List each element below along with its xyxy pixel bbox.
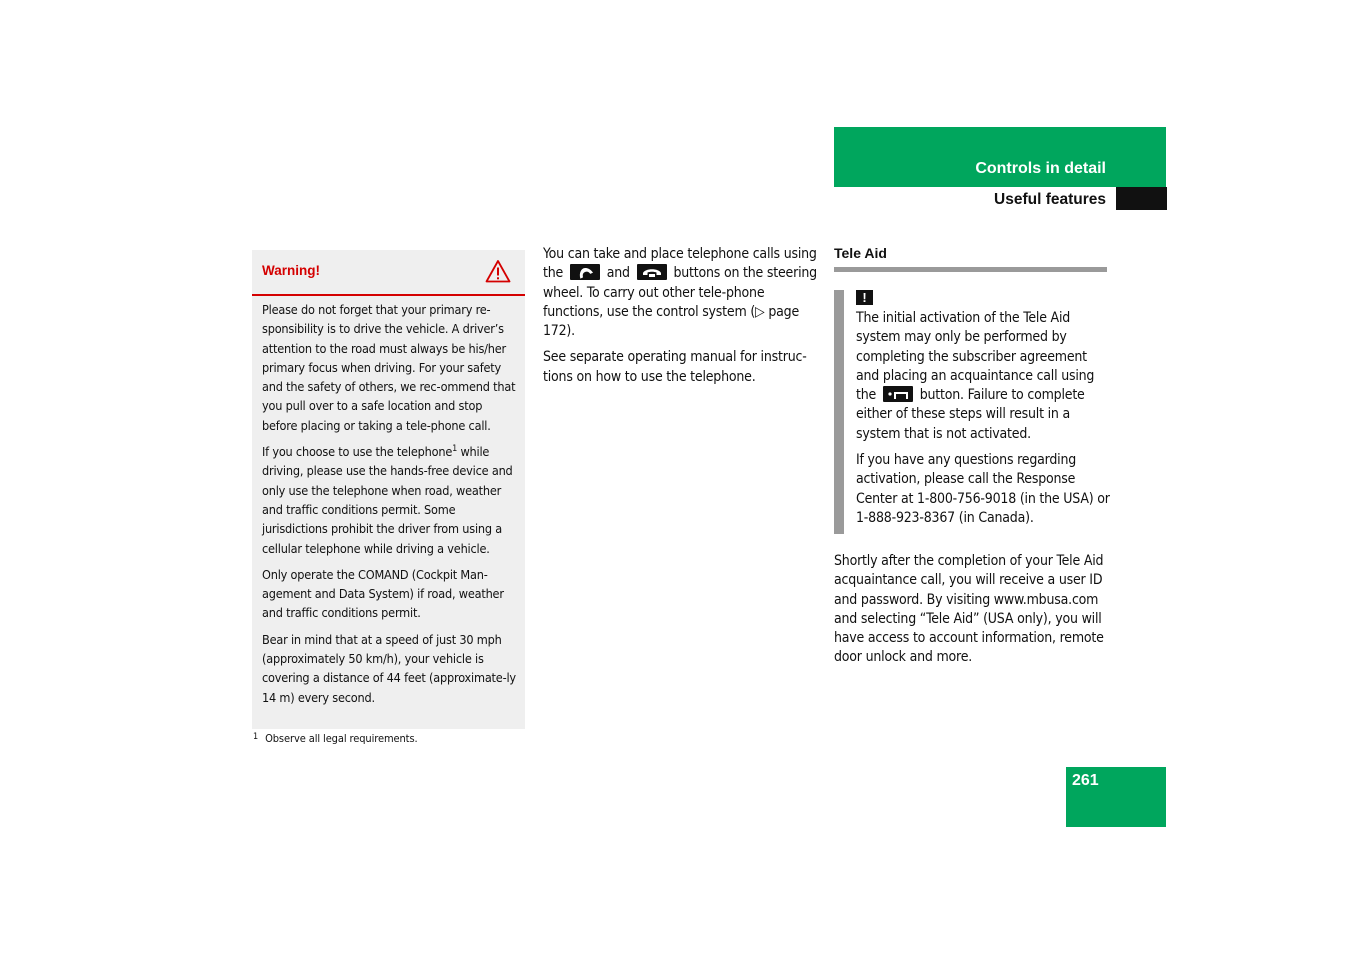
tele-aid-body xyxy=(834,552,1109,668)
phone-hangup-icon xyxy=(637,264,667,280)
phone-pickup-icon xyxy=(570,264,600,280)
header-bar xyxy=(834,127,1166,187)
tele-aid-note xyxy=(834,290,1110,534)
body-paragraph: Shortly after the completion of your Tele Aid acquaintance call, you will receive a user ID and password. By visiting www.mbusa.com and selecting “Tele Aid” (USA only), you will have access to account information, remote door unlock and more. xyxy=(834,553,1104,666)
body-text: buttons on the steering wheel. To carry out other tele-phone functions, use the control system (▷ page 172). xyxy=(543,265,817,340)
info-call-icon xyxy=(883,386,913,402)
body-text: You can take and place telephone calls using the xyxy=(543,246,817,282)
note-paragraph: If you have any questions regarding activation, please call the Response Center at 1-800-756-9018 (in the USA) or 1-888-923-8367 (in Canada). xyxy=(856,452,1110,526)
body-paragraph xyxy=(543,245,823,341)
telephone-section xyxy=(543,245,823,394)
subsection-title: Useful features xyxy=(994,191,1106,208)
warning-paragraph: Please do not forget that your primary re-sponsibility is to drive the vehicle. A driver’s attention to the road must always be his/her primary focus when driving. For your safety and the safety of others, we rec-ommend that you pull over to a safe location and stop before placing or taking a tele-phone call. xyxy=(262,302,516,433)
page-number-box xyxy=(1066,767,1166,827)
warning-header xyxy=(252,250,525,296)
page-number: 261 xyxy=(1072,772,1099,789)
section-title: Controls in detail xyxy=(975,160,1106,177)
tele-aid-heading: Tele Aid xyxy=(834,245,1107,272)
subsection-marker xyxy=(1116,187,1167,210)
warning-text: If you choose to use the telephone xyxy=(262,444,453,460)
note-paragraph xyxy=(856,309,1112,444)
warning-body xyxy=(252,296,525,707)
warning-paragraph: Only operate the COMAND (Cockpit Man-agement and Data System) if road, weather and traffic conditions permit. xyxy=(262,566,504,621)
footnote xyxy=(253,732,418,745)
note-text xyxy=(856,309,1112,535)
warning-text: while driving, please use the hands-free device and only use the telephone when road, weather and traffic conditions permit. Some jurisdictions prohibit the driver from using a cellular telephone while driving a vehicle. xyxy=(262,444,513,556)
warning-title: Warning! xyxy=(262,263,320,278)
note-text-part: The initial activation of the Tele Aid system may only be performed by completing the subscriber agreement and placing an acquaintance call using the xyxy=(856,310,1095,404)
exclamation-icon: ! xyxy=(856,290,873,305)
footnote-text: Observe all legal requirements. xyxy=(265,732,418,745)
warning-triangle-icon xyxy=(485,259,511,287)
warning-paragraph xyxy=(262,442,517,558)
note-text-part: button. Failure to complete either of these steps will result in a system that is not activated. xyxy=(856,387,1085,442)
warning-paragraph: Bear in mind that at a speed of just 30 mph (approximately 50 km/h), your vehicle is covering a distance of 44 feet (approximate-ly 14 m) every second. xyxy=(262,631,516,705)
warning-box xyxy=(252,250,525,729)
footnote-reference: 1 xyxy=(452,443,458,454)
note-bar xyxy=(834,290,844,534)
body-text: and xyxy=(606,265,630,282)
body-paragraph: See separate operating manual for instruc-tions on how to use the telephone. xyxy=(543,349,807,385)
footnote-mark: 1 xyxy=(253,732,259,742)
